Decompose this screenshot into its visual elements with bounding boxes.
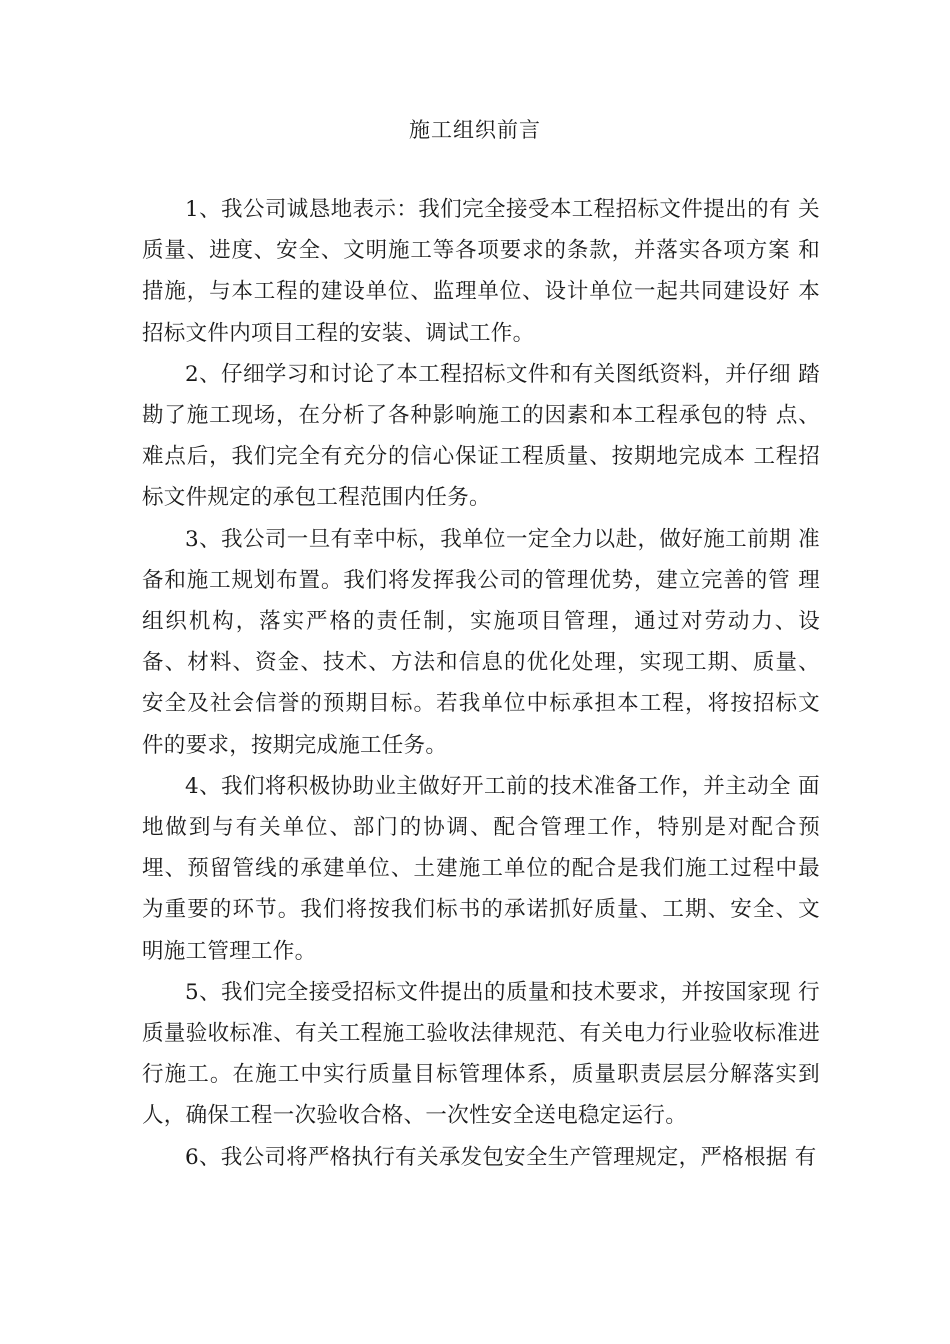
- paragraph-1: 1、我公司诚恳地表示：我们完全接受本工程招标文件提出的有 关质量、进度、安全、文明施工等各项要求的条款，并落实各项方案 和措施，与本工程的建设单位、监理单位、设计单位一起共同建设好 本招标文件内项目工程的安装、调试工作。: [142, 197, 820, 346]
- paragraph-6: 6、我公司将严格执行有关承发包安全生产管理规定，严格根据 有: [185, 1144, 817, 1170]
- paragraph-4: 4、我们将积极协助业主做好开工前的技术准备工作，并主动全 面地做到与有关单位、部门的协调、配合管理工作，特别是对配合预 埋、预留管线的承建单位、土建施工单位的配合是我们施工过程中最 为重要的环节。我们将按我们标书的承诺抓好质量、工期、安全、文 明施工管理工作。: [142, 773, 820, 964]
- document-title: 施工组织前言: [409, 118, 541, 142]
- paragraph-2: 2、仔细学习和讨论了本工程招标文件和有关图纸资料，并仔细 踏勘了施工现场，在分析了各种影响施工的因素和本工程承包的特 点、难点后，我们完全有充分的信心保证工程质量、按期地完成本 工程招标文件规定的承包工程范围内任务。: [142, 361, 820, 511]
- paragraph-3: 3、我公司一旦有幸中标，我单位一定全力以赴，做好施工前期 准备和施工规划布置。我们将发挥我公司的管理优势，建立完善的管 理组织机构，落实严格的责任制，实施项目管理，通过对劳动力、设 备、材料、资金、技术、方法和信息的优化处理，实现工期、质量、 安全及社会信誉的预期目标。若我单位中标承担本工程，将按招标文 件的要求，按期完成施工任务。: [142, 526, 820, 758]
- paragraph-5: 5、我们完全接受招标文件提出的质量和技术要求，并按国家现 行质量验收标准、有关工程施工验收法律规范、有关电力行业验收标准进行施工。在施工中实行质量目标管理体系，质量职责层层分解落实到人，确保工程一次验收合格、一次性安全送电稳定运行。: [142, 979, 820, 1129]
- document-body: [142, 189, 820, 1178]
